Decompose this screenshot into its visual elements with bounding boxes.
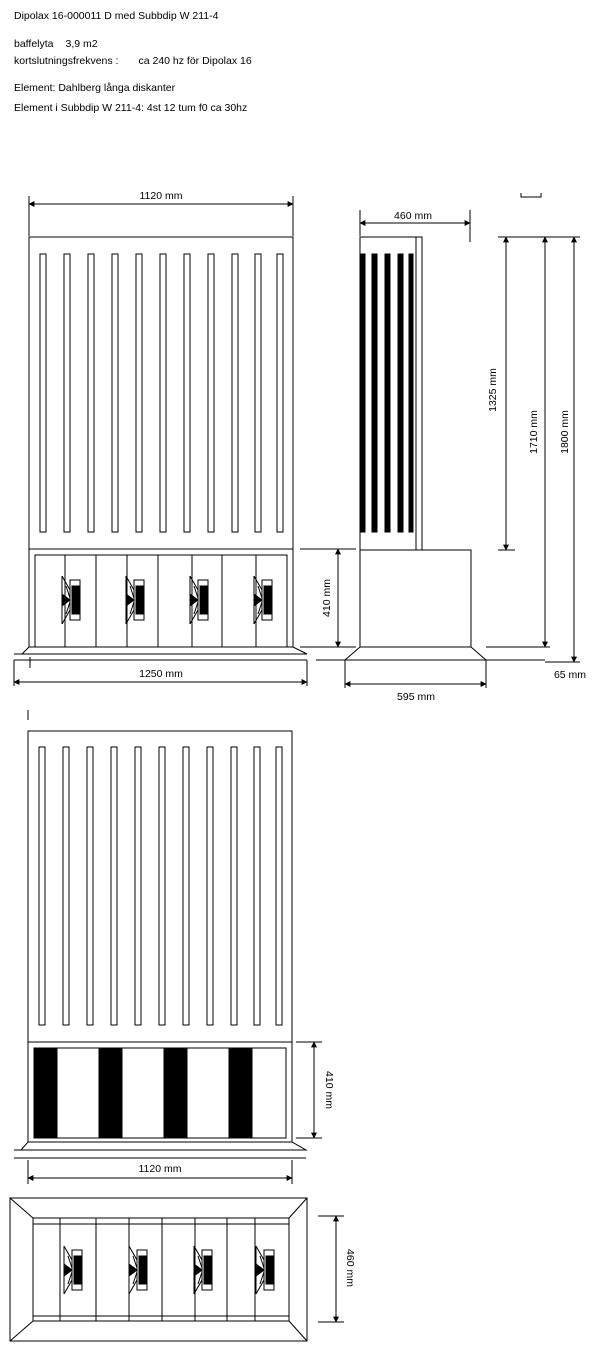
rear-sub-height-label: 410 mm	[323, 1071, 335, 1109]
side-view	[316, 193, 580, 688]
speaker-driver-icon	[64, 1246, 82, 1294]
front-base-plinth	[22, 647, 307, 654]
rear-subwoofer-fills	[34, 1048, 252, 1138]
base-width-label: 1250 mm	[139, 668, 183, 680]
front-width-label: 1120 mm	[139, 190, 183, 202]
speaker-driver-icon	[194, 1246, 212, 1294]
frequency-value: ca 240 hz för Dipolax 16	[138, 55, 252, 67]
rear-base-plinth	[21, 1142, 306, 1150]
side-slots	[360, 254, 413, 532]
base-depth-label: 595 mm	[397, 691, 435, 703]
top-partitions	[60, 1218, 289, 1321]
speaker-driver-icon	[129, 1246, 147, 1294]
top-view	[10, 1198, 344, 1341]
sub-element-line: Element i Subbdip W 211-4: 4st 12 tum f0 ca 30hz	[14, 102, 248, 114]
rear-slots	[39, 747, 282, 1025]
baffle-area-label: baffelyta	[14, 38, 54, 50]
height-without-base-label: 1710 mm	[528, 410, 540, 454]
base-height-label: 65 mm	[553, 669, 587, 681]
side-depth-label: 460 mm	[394, 210, 432, 222]
front-subwoofer-box	[29, 549, 293, 647]
front-view	[14, 196, 356, 686]
panel-height-label: 1325 mm	[487, 368, 499, 412]
rear-view	[14, 710, 322, 1184]
front-panel	[29, 237, 293, 549]
front-sub-height-label: 410 mm	[321, 579, 333, 617]
rear-width-label: 1120 mm	[138, 1163, 182, 1175]
frequency-label: kortslutningsfrekvens :	[14, 55, 119, 67]
speaker-driver-icon	[256, 1246, 274, 1294]
element-line: Element: Dahlberg långa diskanter	[14, 82, 176, 94]
front-subwoofer-panels	[65, 555, 256, 647]
speaker-driver-icon	[254, 576, 272, 624]
front-slots	[40, 254, 283, 532]
side-subwoofer-box	[360, 550, 471, 647]
top-depth-label: 460 mm	[344, 1249, 356, 1287]
speaker-driver-icon	[190, 576, 208, 624]
baffle-area-value: 3,9 m2	[65, 38, 98, 50]
side-base-plinth	[345, 647, 486, 660]
drawing-title: Dipolax 16-000011 D med Subbdip W 211-4	[14, 10, 219, 22]
total-height-label: 1800 mm	[559, 410, 571, 454]
speaker-driver-icon	[126, 576, 144, 624]
